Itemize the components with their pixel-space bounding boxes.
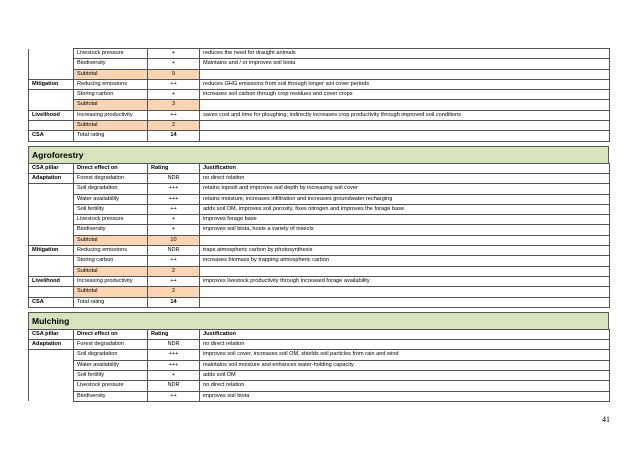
justification-cell — [200, 100, 610, 110]
rating-cell: + — [148, 371, 200, 381]
effect-cell: Soil degradation — [74, 350, 148, 360]
pillar-cell: Livelihood — [29, 276, 74, 286]
effect-cell: Subtotal — [74, 287, 148, 297]
effect-cell: Total rating — [74, 297, 148, 307]
table-row — [29, 246, 610, 256]
table-row — [29, 184, 610, 194]
pillar-cell — [29, 360, 74, 370]
effect-cell: Water availability — [74, 360, 148, 370]
justification-cell: improves soil biota, hosts a variety of insects — [200, 225, 610, 235]
rating-cell: + — [148, 59, 200, 69]
rating-cell: +++ — [148, 184, 200, 194]
justification-cell — [200, 121, 610, 131]
header-pillar: CSA pillar — [29, 163, 74, 173]
table-row — [29, 59, 610, 69]
rating-cell: NDR — [148, 173, 200, 183]
effect-cell: Forest degradation — [74, 173, 148, 183]
header-rating: Rating — [148, 163, 200, 173]
header-rating: Rating — [148, 329, 200, 339]
document-tables — [28, 48, 609, 402]
pillar-cell — [29, 100, 74, 110]
justification-cell: retains topsoil and improves soil depth by increasing soil cover — [200, 184, 610, 194]
effect-cell: Biodiversity — [74, 391, 148, 401]
effect-cell: Soil fertility — [74, 371, 148, 381]
effect-cell: Forest degradation — [74, 340, 148, 350]
pillar-cell: Adaptation — [29, 173, 74, 183]
effect-cell: Livestock pressure — [74, 49, 148, 59]
justification-cell: retains moisture, increases infiltration and increases groundwater recharging — [200, 194, 610, 204]
header-effect: Direct effect on — [74, 329, 148, 339]
justification-cell: traps atmospheric carbon by photosynthesis — [200, 246, 610, 256]
pillar-cell — [29, 90, 74, 100]
pillar-cell: CSA — [29, 131, 74, 141]
pillar-cell: CSA — [29, 297, 74, 307]
table-row — [29, 276, 610, 286]
rating-cell: 14 — [148, 297, 200, 307]
pillar-cell: Mitigation — [29, 79, 74, 89]
rating-cell: ++ — [148, 391, 200, 401]
pillar-cell — [29, 350, 74, 360]
table-row — [29, 391, 610, 401]
effect-cell: Increasing productivity — [74, 110, 148, 120]
header-justification: Justification — [200, 163, 610, 173]
justification-cell: increases soil carbon through crop residues and cover crops — [200, 90, 610, 100]
justification-cell — [200, 131, 610, 141]
pillar-cell — [29, 49, 74, 59]
justification-cell: adds soil OM, improves soil porosity, fixes nitrogen and improves the forage base — [200, 204, 610, 214]
pillar-cell — [29, 225, 74, 235]
header-pillar: CSA pillar — [29, 329, 74, 339]
effect-cell: Biodiversity — [74, 225, 148, 235]
pillar-cell — [29, 235, 74, 245]
rating-cell: 2 — [148, 287, 200, 297]
justification-cell: no direct relation — [200, 340, 610, 350]
table-row — [29, 371, 610, 381]
pillar-cell — [29, 121, 74, 131]
pillar-cell — [29, 204, 74, 214]
rating-cell: ++ — [148, 110, 200, 120]
table-row — [29, 204, 610, 214]
agroforestry-table — [28, 163, 610, 308]
pillar-cell — [29, 69, 74, 79]
effect-cell: Subtotal — [74, 121, 148, 131]
pillar-cell — [29, 371, 74, 381]
effect-cell: Water availability — [74, 194, 148, 204]
header-effect: Direct effect on — [74, 163, 148, 173]
justification-cell — [200, 69, 610, 79]
table-row — [29, 79, 610, 89]
table-header-row — [29, 163, 610, 173]
justification-cell: maintains soil moisture and enhances water-holding capacity — [200, 360, 610, 370]
table-row — [29, 287, 610, 297]
rating-cell: 10 — [148, 235, 200, 245]
mulching-section-title: Mulching — [28, 312, 609, 329]
effect-cell: Reducing emissions — [74, 246, 148, 256]
rating-cell: 2 — [148, 121, 200, 131]
table-row — [29, 121, 610, 131]
effect-cell: Soil fertility — [74, 204, 148, 214]
header-justification: Justification — [200, 329, 610, 339]
rating-cell: + — [148, 215, 200, 225]
pillar-cell — [29, 287, 74, 297]
table-row — [29, 173, 610, 183]
table-row — [29, 194, 610, 204]
effect-cell: Subtotal — [74, 69, 148, 79]
justification-cell: no direct relation — [200, 173, 610, 183]
pillar-cell: Mitigation — [29, 246, 74, 256]
rating-cell: + — [148, 225, 200, 235]
table-row — [29, 235, 610, 245]
justification-cell: reduces the need for draught animals — [200, 49, 610, 59]
justification-cell: improves soil biota — [200, 391, 610, 401]
effect-cell: Increasing productivity — [74, 276, 148, 286]
table-row — [29, 360, 610, 370]
justification-cell — [200, 235, 610, 245]
effect-cell: Subtotal — [74, 266, 148, 276]
pillar-cell — [29, 194, 74, 204]
pillar-cell — [29, 215, 74, 225]
table-row — [29, 350, 610, 360]
justification-cell — [200, 297, 610, 307]
table-row — [29, 90, 610, 100]
justification-cell: improves livestock productivity through increased forage availability — [200, 276, 610, 286]
mulching-table — [28, 329, 610, 402]
justification-cell: no direct relation — [200, 381, 610, 391]
effect-cell: Subtotal — [74, 235, 148, 245]
effect-cell: Biodiversity — [74, 59, 148, 69]
justification-cell — [200, 266, 610, 276]
rating-cell: NDR — [148, 246, 200, 256]
effect-cell: Subtotal — [74, 100, 148, 110]
pillar-cell — [29, 381, 74, 391]
table-row — [29, 69, 610, 79]
rating-cell: ++ — [148, 79, 200, 89]
rating-cell: + — [148, 49, 200, 59]
justification-cell: improves forage base — [200, 215, 610, 225]
effect-cell: Reducing emissions — [74, 79, 148, 89]
table-row — [29, 110, 610, 120]
effect-cell: Soil degradation — [74, 184, 148, 194]
effect-cell: Total rating — [74, 131, 148, 141]
table-header-row — [29, 329, 610, 339]
rating-cell: +++ — [148, 194, 200, 204]
rating-cell: 14 — [148, 131, 200, 141]
page-number: 41 — [602, 415, 610, 424]
effect-cell: Livestock pressure — [74, 215, 148, 225]
rating-cell: +++ — [148, 350, 200, 360]
pillar-cell — [29, 256, 74, 266]
pillar-cell — [29, 266, 74, 276]
rating-cell: ++ — [148, 204, 200, 214]
table-row — [29, 131, 610, 141]
pillar-cell: Livelihood — [29, 110, 74, 120]
effect-cell: Livestock pressure — [74, 381, 148, 391]
pillar-cell — [29, 391, 74, 401]
table-row — [29, 215, 610, 225]
table-row — [29, 297, 610, 307]
effect-cell: Storing carbon — [74, 256, 148, 266]
table-row — [29, 49, 610, 59]
table-row — [29, 256, 610, 266]
rating-cell: 3 — [148, 100, 200, 110]
table-row — [29, 266, 610, 276]
rating-cell: + — [148, 90, 200, 100]
table-row — [29, 381, 610, 391]
rating-cell: ++ — [148, 256, 200, 266]
agroforestry-section-title: Agroforestry — [28, 146, 609, 163]
table-row — [29, 340, 610, 350]
justification-cell: increases biomass by trapping atmospheric carbon — [200, 256, 610, 266]
top-table — [28, 48, 610, 142]
pillar-cell: Adaptation — [29, 340, 74, 350]
justification-cell: improves soil cover, increases soil OM, shields soil particles from rain and wind — [200, 350, 610, 360]
pillar-cell — [29, 59, 74, 69]
rating-cell: ++ — [148, 276, 200, 286]
rating-cell: 9 — [148, 69, 200, 79]
table-row — [29, 100, 610, 110]
justification-cell: Maintains and / or improves soil biota — [200, 59, 610, 69]
effect-cell: Storing carbon — [74, 90, 148, 100]
justification-cell: saves cost and time for ploughing; indirectly increases crop productivity through improved soil conditions — [200, 110, 610, 120]
pillar-cell — [29, 184, 74, 194]
rating-cell: +++ — [148, 360, 200, 370]
rating-cell: 2 — [148, 266, 200, 276]
justification-cell — [200, 287, 610, 297]
justification-cell: reduces GHG emissions from soil through longer soil cover periods — [200, 79, 610, 89]
rating-cell: NDR — [148, 340, 200, 350]
justification-cell: adds soil OM — [200, 371, 610, 381]
table-row — [29, 225, 610, 235]
rating-cell: NDR — [148, 381, 200, 391]
